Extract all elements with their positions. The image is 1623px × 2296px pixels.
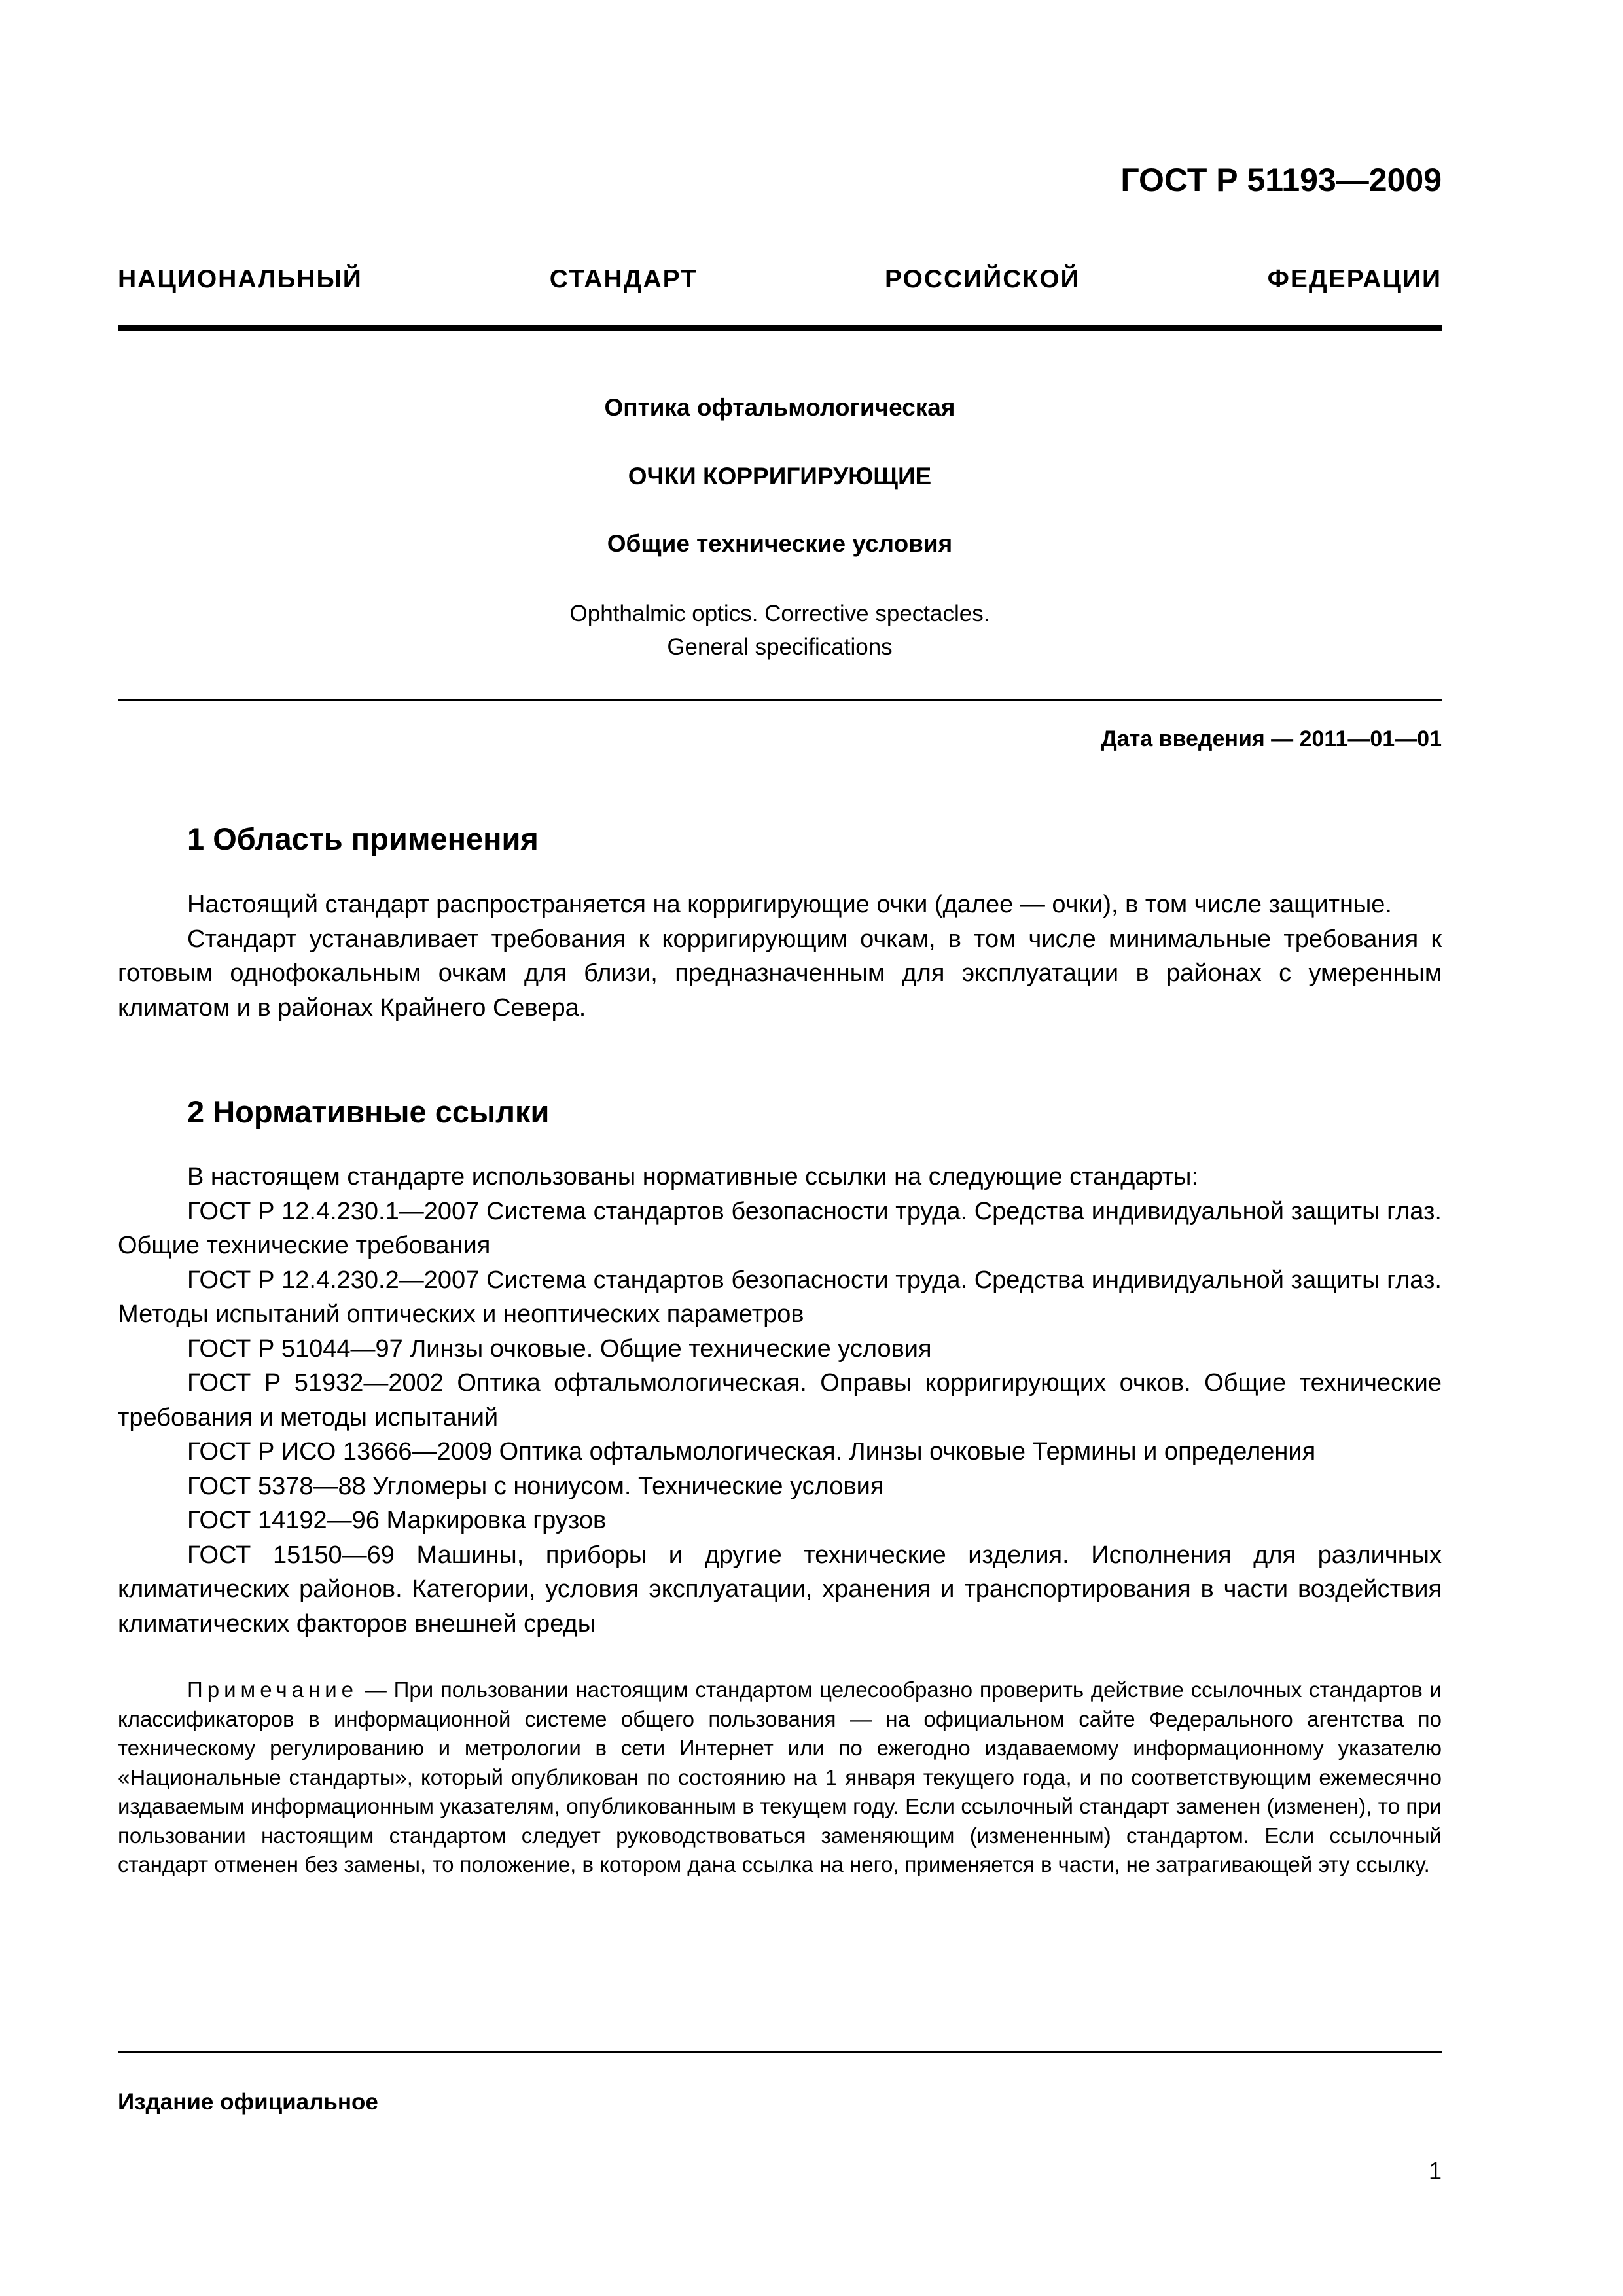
title-subject: Оптика офтальмологическая — [604, 394, 955, 421]
english-title-line1: Ophthalmic optics. Corrective spectacles. — [569, 601, 990, 626]
note-paragraph — [118, 1676, 1442, 1880]
reference-item: ГОСТ Р 12.4.230.2—2007 Система стандартов безопасности труда. Средства индивидуальной защиты глаз. Методы испытаний оптических и неоптических параметров — [118, 1266, 1442, 1328]
reference-item: ГОСТ 15150—69 Машины, приборы и другие технические изделия. Исполнения для различных климатических районов. Категории, условия эксплуатации, хранения и транспортирования в части воздействия климатических факторов внешней среды — [118, 1541, 1442, 1638]
paragraph: Стандарт устанавливает требования к корригирующим очкам, в том числе минимальные требования к готовым однофокальным очкам для близи, предназначенным для эксплуатации в районах с умеренным климатом и в районах Крайнего Севера. — [118, 925, 1442, 1022]
title-subtitle: Общие технические условия — [607, 530, 953, 557]
reference-item: ГОСТ Р 51932—2002 Оптика офтальмологическая. Оправы корригирующих очков. Общие технические требования и методы испытаний — [118, 1369, 1442, 1431]
note-label: Примечание — [187, 1677, 359, 1702]
reference-item: ГОСТ Р 12.4.230.1—2007 Система стандартов безопасности труда. Средства индивидуальной защиты глаз. Общие технические требования — [118, 1197, 1442, 1259]
section-1-heading: 1 Область применения — [187, 821, 539, 856]
section-2-body — [118, 1160, 1442, 1641]
paragraph: Настоящий стандарт распространяется на корригирующие очки (далее — очки), в том числе защитные. — [187, 891, 1392, 918]
footer-divider — [118, 2051, 1442, 2053]
official-edition-label: Издание официальное — [118, 2089, 378, 2115]
document-number: ГОСТ Р 51193—2009 — [1120, 162, 1442, 198]
section-1-body — [118, 888, 1442, 1025]
note-text: — При пользовании настоящим стандартом целесообразно проверить действие ссылочных стандартов и классификаторов в информационной системе общего пользования — на официальном сайте Федерального агентства по техническому регулированию и метрологии в сети Интернет или по ежегодно издаваемому информационному указателю «Национальные стандарты», который опубликован по состоянию на 1 января текущего года, и по соответствующим ежемесячно издаваемым информационным указателям, опубликованным в текущем году. Если ссылочный стандарт заменен (изменен), то при пользовании настоящим стандартом следует руководствоваться заменяющим (измененным) стандартом. Если ссылочный стандарт отменен без замены, то положение, в котором дана ссылка на него, применяется в части, не затрагивающей эту ссылку. — [118, 1677, 1442, 1876]
national-standard-title: НАЦИОНАЛЬНЫЙ СТАНДАРТ РОССИЙСКОЙ ФЕДЕРАЦИИ — [118, 265, 1442, 293]
section-2-heading: 2 Нормативные ссылки — [187, 1094, 550, 1129]
note-block — [118, 1676, 1442, 1880]
introduction-date: Дата введения — 2011—01—01 — [1101, 726, 1442, 751]
header-divider — [118, 325, 1442, 331]
title-main: ОЧКИ КОРРИГИРУЮЩИЕ — [628, 463, 932, 490]
paragraph: В настоящем стандарте использованы нормативные ссылки на следующие стандарты: — [187, 1163, 1199, 1191]
reference-item: ГОСТ 14192—96 Маркировка грузов — [187, 1507, 607, 1534]
english-title-line2: General specifications — [667, 634, 893, 660]
reference-item: ГОСТ Р ИСО 13666—2009 Оптика офтальмологическая. Линзы очковые Термины и определения — [187, 1438, 1316, 1465]
page-number: 1 — [1428, 2157, 1442, 2184]
title-divider — [118, 699, 1442, 701]
reference-item: ГОСТ Р 51044—97 Линзы очковые. Общие технические условия — [187, 1335, 932, 1363]
english-title — [118, 597, 1442, 664]
reference-item: ГОСТ 5378—88 Угломеры с нониусом. Технические условия — [187, 1472, 884, 1500]
